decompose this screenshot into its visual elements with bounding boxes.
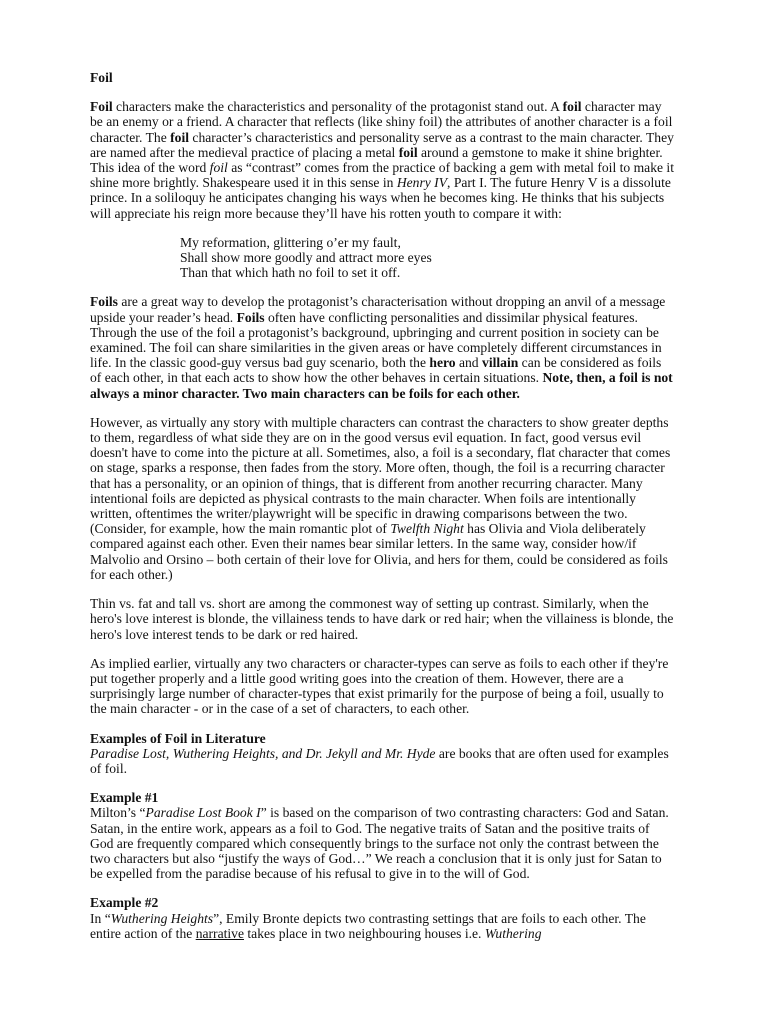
text-run: Milton’s “ [90, 805, 146, 821]
text-run: Foil [90, 99, 113, 115]
text-run: as “contrast” comes from the practice of backing a gem with metal foil to make it shine more brightly. Shakespeare used it in this sense in [90, 160, 674, 191]
paragraph-intro [90, 99, 676, 221]
text-run: Foils [236, 309, 265, 325]
text-run: character’s characteristics and personality serve as a contrast to the main character. They are named after the medieval practice of placing a metal [90, 129, 674, 160]
text-run: are books that are often used for examples of foil. [90, 745, 669, 776]
text-run: Wuthering [484, 925, 542, 941]
text-run: Wuthering Heights [110, 910, 214, 926]
examples-heading: Examples of Foil in Literature [90, 730, 266, 746]
text-run: Foils [90, 294, 118, 310]
text-run: foil [398, 144, 418, 160]
text-run: has Olivia and Viola deliberately compared against each other. Even their names bear similar letters. In the same way, consider how/if Malvolio and Orsino – both certain of their love for Olivia, and hers for them, could be considered as foils for each other.) [90, 521, 668, 582]
example-1-section [90, 790, 676, 881]
text-run: hero [429, 355, 456, 371]
verse-line: Than that which hath no foil to set it off. [180, 265, 401, 281]
text-run: villain [482, 355, 519, 371]
text-run: Paradise Lost, Wuthering Heights, and Dr. Jekyll and Mr. Hyde [90, 745, 436, 761]
text-run: Note, then, a foil is not always a minor character. Two main characters can be foils for each other. [90, 370, 673, 401]
examples-intro [90, 746, 669, 776]
text-run: foil [209, 160, 228, 176]
text-run: Thin vs. fat and tall vs. short are among the commonest way of setting up contrast. Similarly, when the hero's love interest is blonde, the villainess tends to have dark or red hair; when the villainess is blonde, the hero's love interest tends to be dark or red haired. [90, 596, 674, 642]
text-run: Paradise Lost Book I [145, 805, 261, 821]
text-run: Henry IV [396, 175, 448, 191]
paragraph-character-types [90, 656, 676, 717]
text-run: Twelfth Night [390, 521, 464, 537]
example-1-text [90, 805, 669, 881]
example-2-heading: Example #2 [90, 895, 159, 911]
text-run: can be considered as foils of each other, in that each acts to show how the other behaves in certain situations. [90, 355, 662, 386]
text-run: ”, Emily Bronte depicts two contrasting settings that are foils to each other. The entire action of the [90, 910, 646, 941]
text-run: , Part I. The future Henry V is a dissolute prince. In a soliloquy he anticipates changing his ways when he becomes king. He thinks that his subjects will appreciate his reign more because they’ll have his rotten youth to compare it with: [90, 175, 671, 221]
examples-section [90, 731, 676, 777]
paragraph-foils-characterisation [90, 294, 676, 400]
text-run: characters make the characteristics and personality of the protagonist stand out. A [112, 99, 563, 115]
text-run: narrative [195, 925, 244, 941]
text-run: takes place in two neighbouring houses i.e. [244, 925, 485, 941]
example-2-section [90, 895, 676, 941]
text-run: are a great way to develop the protagonist’s characterisation without dropping an anvil of a message upside your reader’s head. [90, 294, 666, 325]
paragraph-contrast-depths [90, 415, 676, 582]
text-run: around a gemstone to make it shine brighter. This idea of the word [90, 144, 663, 176]
document-title: Foil [90, 70, 113, 85]
text-run: However, as virtually any story with multiple characters can contrast the characters to show greater depths to them, regardless of what side they are on in the good versus evil equation. In fact, good versus evil doesn't have to come into the picture at all. Sometimes, also, a foil is a secondary, flat character that comes on stage, sparks a response, then fades from the story. More often, though, the foil is a recurring character that has a personality, or an opinion of things, that is different from another recurring character. Many intentional foils are depicted as physical contrasts to the main character. When foils are intentionally written, oftentimes the writer/playwright will be specific in drawing comparisons between the two. (Consider, for example, how the main romantic plot of [90, 414, 671, 537]
text-run: and [455, 355, 483, 371]
verse-quote [180, 235, 676, 281]
verse-line: Shall show more goodly and attract more eyes [180, 250, 432, 266]
text-run: often have conflicting personalities and dissimilar physical features. Through the use of the foil a protagonist’s background, upbringing and current position in society can be examined. The foil can share similarities in the given areas or have completely different circumstances in life. In the classic good-guy versus bad guy scenario, both the [90, 309, 662, 371]
paragraph-physical-contrast [90, 596, 676, 642]
text-run: In “ [90, 910, 111, 926]
text-run: character may be an enemy or a friend. A character that reflects (like shiny foil) the attributes of another character is a foil character. The [90, 99, 673, 145]
example-2-text [90, 911, 646, 941]
text-run: foil [562, 99, 582, 115]
example-1-heading: Example #1 [90, 790, 159, 806]
text-run: foil [170, 129, 190, 145]
text-run: ” is based on the comparison of two contrasting characters: God and Satan. Satan, in the entire work, appears as a foil to God. The negative traits of Satan and the positive traits of God are frequently compared which consequently brings to the surface not only the contrast between the two characters but also “justify the ways of God…” We reach a conclusion that it is only just for Satan to be expelled from the paradise because of his refusal to give in to the will of God. [90, 805, 669, 882]
verse-line: My reformation, glittering o’er my fault, [180, 234, 401, 250]
text-run: As implied earlier, virtually any two characters or character-types can serve as foils to each other if they're put together properly and a little good writing goes into the creation of them. However, there are a surprisingly large number of character-types that exist primarily for the purpose of being a foil, usually to the main character - or in the case of a set of characters, to each other. [90, 655, 669, 717]
